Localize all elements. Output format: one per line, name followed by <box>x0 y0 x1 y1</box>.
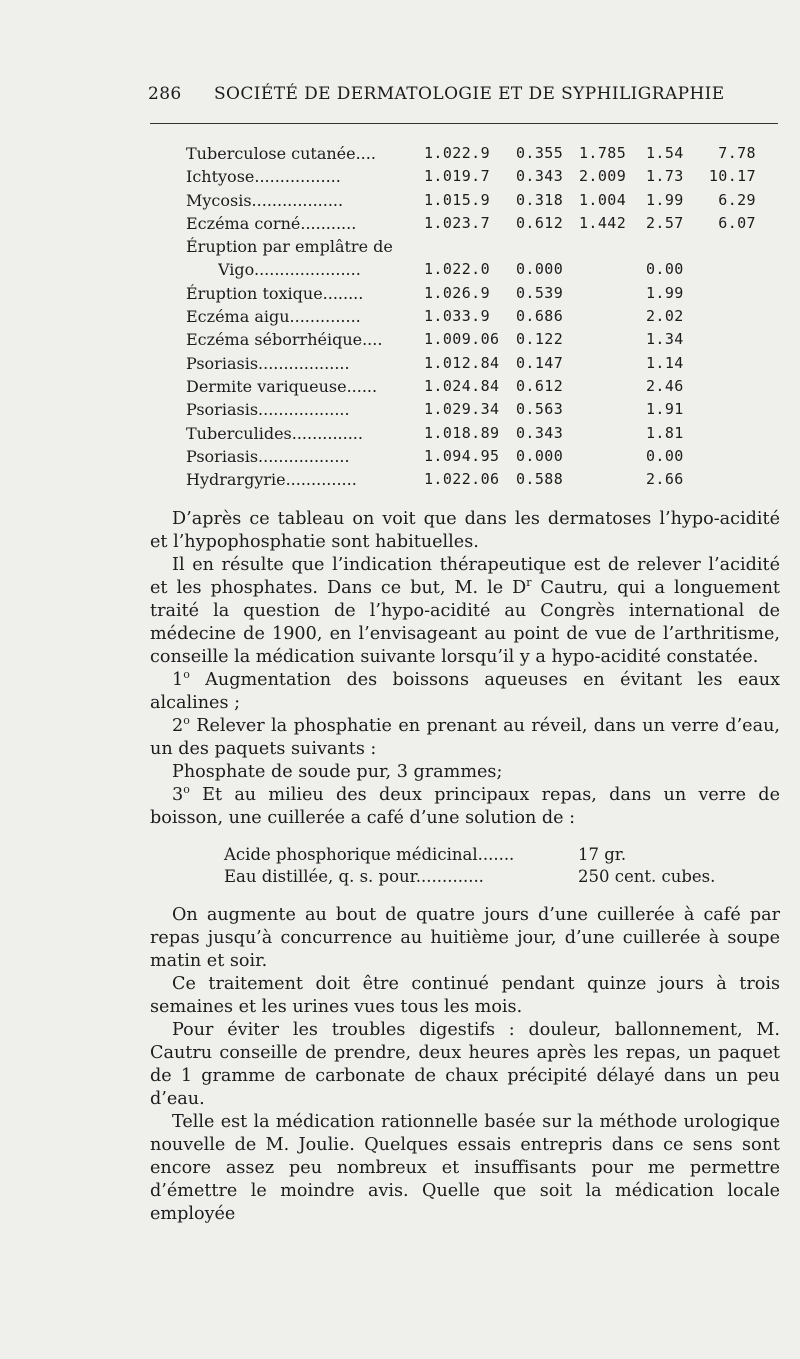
row-label: Psoriasis.................. <box>186 446 350 466</box>
acidity-value: 0.000 <box>516 446 564 465</box>
density-value: 1.026.9 <box>424 283 491 302</box>
ratio-value: 2.009 <box>579 167 627 186</box>
table-row <box>186 258 746 281</box>
acidity-value: 0.000 <box>516 260 564 279</box>
phosphate-value: 2.02 <box>646 307 684 326</box>
table-row <box>186 142 756 165</box>
density-value: 1.019.7 <box>424 167 491 186</box>
paragraph-step-1: 1$^o$ Augmentation des boissons aqueuses en évitant les eaux alcalines ; <box>150 668 780 713</box>
phosphate-value: 2.66 <box>646 470 684 489</box>
acidity-value: 0.686 <box>516 307 564 326</box>
phosphate-value: 1.73 <box>646 167 684 186</box>
acidity-value: 0.563 <box>516 400 564 419</box>
table-row <box>186 212 756 235</box>
density-value: 1.024.84 <box>424 376 500 395</box>
row-label: Vigo..................... <box>218 260 361 280</box>
row-label: Éruption toxique........ <box>186 283 364 303</box>
row-label: Dermite variqueuse...... <box>186 376 378 396</box>
density-value: 1.022.0 <box>424 260 491 279</box>
ratio-value: 1.004 <box>579 190 627 209</box>
urology-table <box>186 142 756 491</box>
paragraph-phosphate: Phosphate de soude pur, 3 grammes; <box>172 762 503 782</box>
acidity-value: 0.539 <box>516 283 564 302</box>
row-label: Ichtyose................. <box>186 167 341 187</box>
row-label: Psoriasis.................. <box>186 353 350 373</box>
table-row <box>186 422 746 445</box>
row-label: Hydrargyrie.............. <box>186 470 357 490</box>
row-label: Tuberculose cutanée.... <box>186 144 376 163</box>
phosphate-value: 2.46 <box>646 376 684 395</box>
acidity-value: 0.588 <box>516 470 564 489</box>
paragraph-indication: Il en résulte que l’indication thérapeutique est de relever l’acidité et les phosphates. Dans ce but, M. le $D^r$ Cautru, qui a longuement traité la question de l’hypo-acidité au Congrès international de médecine de 1900, en l’envisageant au point de vue de l’arthritisme, conseille la médication suivante lorsqu’il y a hypo-acidité constatée. <box>150 555 780 667</box>
row-label: Psoriasis.................. <box>186 400 350 420</box>
density-value: 1.015.9 <box>424 190 491 209</box>
paragraph-digestive: Pour éviter les troubles digestifs : douleur, ballonnement, M. Cautru conseille de prendre, deux heures après les repas, un paquet de 1 gramme de carbonate de chaux précipité délayé dans un peu d’eau. <box>150 1020 780 1109</box>
recipe-ingredient: Acide phosphorique médicinal....... <box>224 845 515 864</box>
coefficient-value: 7.78 <box>718 144 756 162</box>
phosphate-value: 1.34 <box>646 330 684 349</box>
acidity-value: 0.343 <box>516 423 564 442</box>
table-row <box>186 305 746 328</box>
row-label: Mycosis.................. <box>186 190 344 210</box>
phosphate-value: 1.81 <box>646 423 684 442</box>
recipe-line <box>150 866 780 888</box>
recipe-quantity: 17 gr. <box>578 845 627 864</box>
table-row <box>186 189 756 212</box>
table-row <box>186 445 746 468</box>
phosphate-value: 2.57 <box>646 213 684 232</box>
phosphate-value: 1.99 <box>646 283 684 302</box>
coefficient-value: 10.17 <box>708 167 756 186</box>
density-value: 1.022.06 <box>424 470 500 489</box>
row-label: Tuberculides.............. <box>186 423 363 443</box>
table-row <box>186 235 746 258</box>
recipe-ingredient: Eau distillée, q. s. pour............. <box>224 867 484 886</box>
table-row <box>186 328 746 351</box>
phosphate-value: 0.00 <box>646 260 684 279</box>
acidity-value: 0.343 <box>516 167 564 186</box>
journal-title: SOCIÉTÉ DE DERMATOLOGIE ET DE SYPHILIGRAPHIE <box>214 84 725 104</box>
ratio-value: 1.442 <box>579 213 627 232</box>
acidity-value: 0.612 <box>516 213 564 232</box>
paragraph-duration: Ce traitement doit être continué pendant quinze jours à trois semaines et les urines vues tous les mois. <box>150 974 780 1017</box>
table-row <box>186 398 746 421</box>
acidity-value: 0.122 <box>516 330 564 349</box>
acidity-value: 0.318 <box>516 190 564 209</box>
recipe-line <box>150 844 780 866</box>
acidity-value: 0.147 <box>516 353 564 372</box>
recipe-quantity: 250 cent. cubes. <box>578 867 716 886</box>
acidity-value: 0.355 <box>516 144 564 162</box>
page-number: 286 <box>148 84 182 104</box>
phosphate-value: 1.54 <box>646 144 684 162</box>
coefficient-value: 6.07 <box>718 213 756 232</box>
acidity-value: 0.612 <box>516 376 564 395</box>
density-value: 1.033.9 <box>424 307 491 326</box>
row-label: Eczéma aigu.............. <box>186 307 361 327</box>
row-label: Éruption par emplâtre de <box>186 237 393 257</box>
density-value: 1.094.95 <box>424 446 500 465</box>
paragraph-step-3: 3$^o$ Et au milieu des deux principaux repas, dans un verre de boisson, une cuillerée a café d’une solution de : <box>150 783 780 828</box>
table-row <box>186 282 746 305</box>
paragraph-rational-medication: Telle est la médication rationnelle basée sur la méthode urologique nouvelle de M. Joulie. Quelques essais entrepris dans ce sens sont encore assez peu nombreux et insuffisants pour me permettre d’émettre le moindre avis. Quelle que soit la médication locale employée <box>150 1112 780 1224</box>
recipe-block <box>150 844 780 888</box>
ratio-value: 1.785 <box>579 144 627 162</box>
density-value: 1.012.84 <box>424 353 500 372</box>
phosphate-value: 1.91 <box>646 400 684 419</box>
body-text <box>150 508 780 1226</box>
header-rule <box>150 123 778 124</box>
table-row <box>186 468 746 491</box>
phosphate-value: 0.00 <box>646 446 684 465</box>
paragraph-conclusion: D’après ce tableau on voit que dans les dermatoses l’hypo-acidité et l’hypophosphatie sont habituelles. <box>150 509 780 552</box>
row-label: Eczéma corné........... <box>186 213 357 233</box>
table-row <box>186 375 746 398</box>
paragraph-dosage: On augmente au bout de quatre jours d’une cuillerée à café par repas jusqu’à concurrence au huitième jour, d’une cuillerée à soupe matin et soir. <box>150 905 780 971</box>
density-value: 1.009.06 <box>424 330 500 349</box>
density-value: 1.023.7 <box>424 213 491 232</box>
table-row <box>186 352 746 375</box>
coefficient-value: 6.29 <box>718 190 756 209</box>
paragraph-step-2: 2$^o$ Relever la phosphatie en prenant au réveil, dans un verre d’eau, un des paquets suivants : <box>150 714 780 759</box>
row-label: Eczéma séborrhéique.... <box>186 330 383 350</box>
phosphate-value: 1.99 <box>646 190 684 209</box>
density-value: 1.022.9 <box>424 144 491 162</box>
table-row <box>186 165 756 188</box>
phosphate-value: 1.14 <box>646 353 684 372</box>
density-value: 1.029.34 <box>424 400 500 419</box>
density-value: 1.018.89 <box>424 423 500 442</box>
